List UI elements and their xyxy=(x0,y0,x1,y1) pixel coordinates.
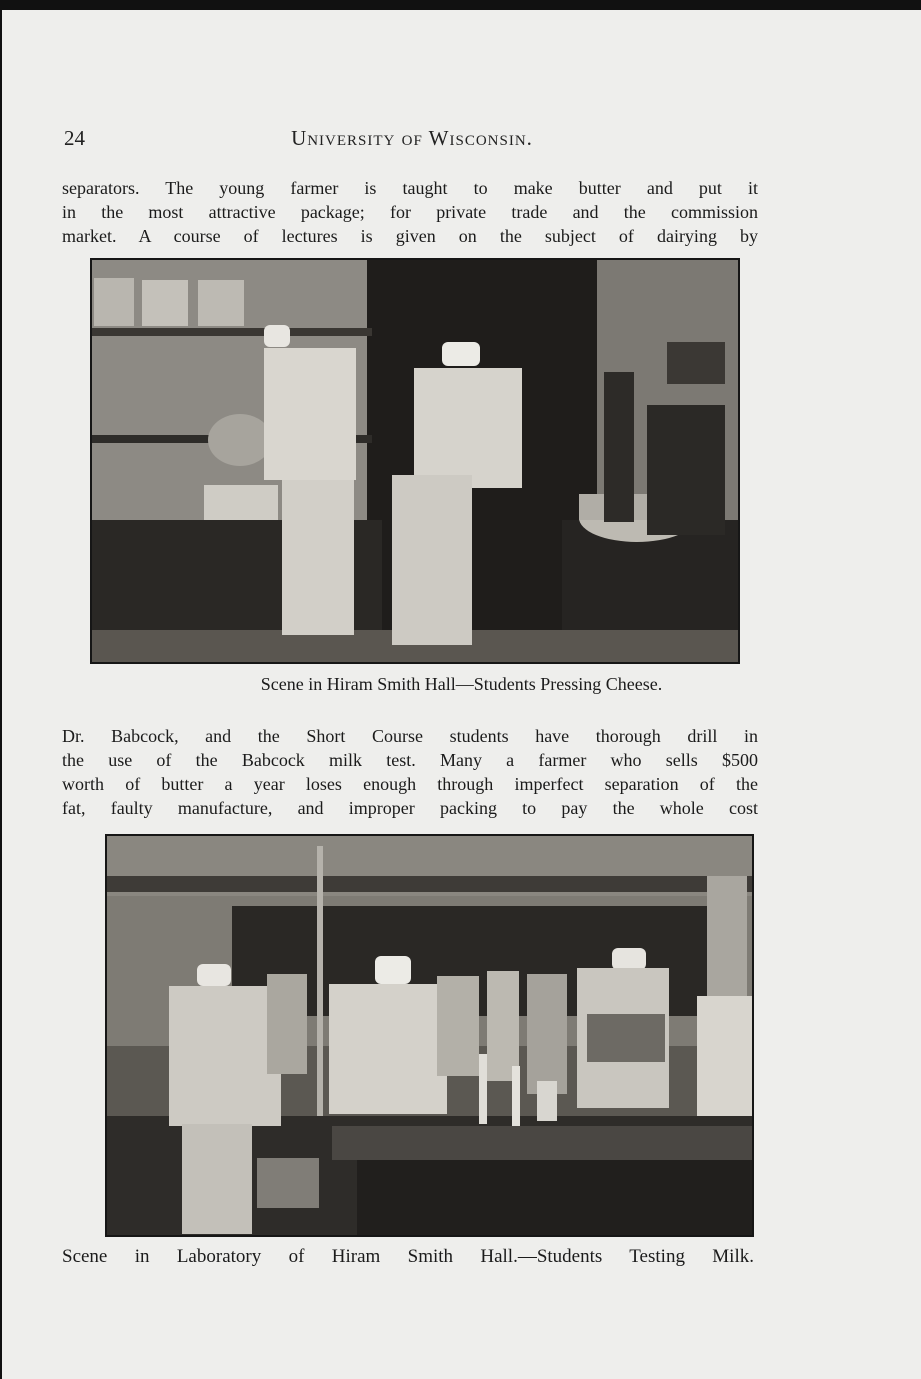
photo-pressing-cheese-caption: Scene in Hiram Smith Hall—Students Pressing Cheese. xyxy=(260,674,663,694)
paragraph-2 xyxy=(62,724,758,820)
paragraph-1 xyxy=(62,176,758,248)
page-header xyxy=(64,126,760,156)
paragraph-1-line: market. A course of lectures is given on the subject of dairying by xyxy=(62,226,758,246)
paragraph-1-line: in the most attractive package; for private trade and the commission xyxy=(62,202,758,222)
paragraph-2-line: fat, faulty manufacture, and improper packing to pay the whole cost xyxy=(62,798,758,818)
paragraph-1-line: separators. The young farmer is taught to make butter and put it xyxy=(62,178,758,198)
book-page xyxy=(2,10,921,1379)
paragraph-2-line: the use of the Babcock milk test. Many a farmer who sells $500 xyxy=(62,750,758,770)
photo-testing-milk-caption: Scene in Laboratory of Hiram Smith Hall.—Students Testing Milk. xyxy=(62,1246,754,1267)
photo-testing-milk-image xyxy=(107,836,752,1235)
paragraph-2-line: worth of butter a year loses enough through imperfect separation of the xyxy=(62,774,758,794)
photo-pressing-cheese xyxy=(90,258,740,664)
page-number: 24 xyxy=(64,126,85,150)
paragraph-2-line: Dr. Babcock, and the Short Course students have thorough drill in xyxy=(62,726,758,746)
running-title: University of Wisconsin. xyxy=(291,126,533,150)
photo-testing-milk xyxy=(105,834,754,1237)
photo-pressing-cheese-image xyxy=(92,260,738,662)
